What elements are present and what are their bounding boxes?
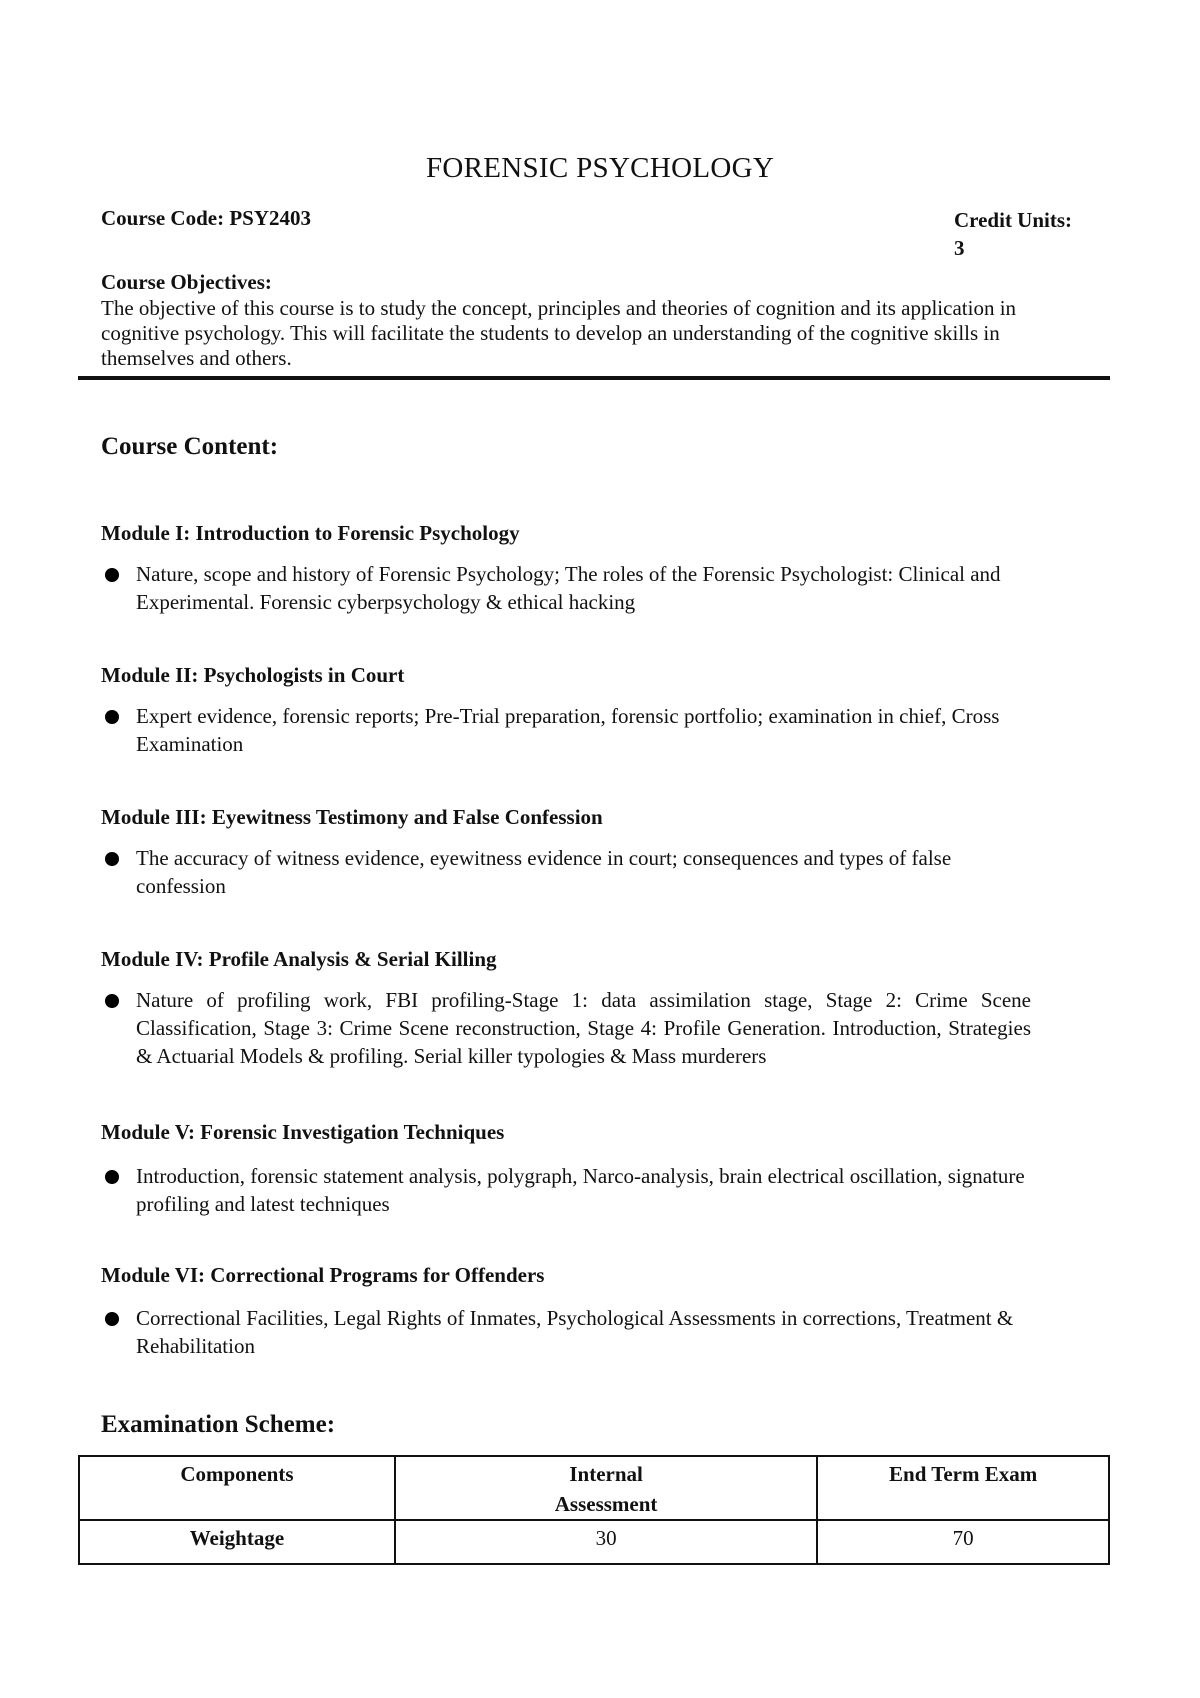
module-2-item	[101, 702, 1031, 758]
bullet-icon	[105, 994, 119, 1008]
module-2-title: Module II: Psychologists in Court	[101, 663, 405, 687]
document-title: FORENSIC PSYCHOLOGY	[425, 152, 775, 184]
module-3-text: The accuracy of witness evidence, eyewitness evidence in court; consequences and types of false confession	[136, 846, 952, 898]
bullet-icon	[105, 568, 119, 582]
module-5-text: Introduction, forensic statement analysis, polygraph, Narco-analysis, brain electrical oscillation, signature profiling and latest techniques	[136, 1164, 1025, 1216]
course-content-heading: Course Content:	[101, 433, 279, 460]
module-5-item	[101, 1162, 1031, 1218]
table-cell: 70	[817, 1520, 1109, 1564]
bullet-icon	[105, 852, 119, 866]
table-header-cell: Components	[79, 1456, 395, 1520]
credit-units-label: Credit Units:	[954, 208, 1073, 232]
module-1-title: Module I: Introduction to Forensic Psychology	[101, 521, 520, 545]
module-1-text: Nature, scope and history of Forensic Psychology; The roles of the Forensic Psychologist: Clinical and Experimental. Forensic cyberpsychology & ethical hacking	[136, 562, 1001, 614]
module-4-text: Nature of profiling work, FBI profiling-Stage 1: data assimilation stage, Stage 2: Crime Scene Classification, Stage 3: Crime Scene reconstruction, Stage 4: Profile Generation. Introduction, Strategies & Actuarial Models & profiling. Serial killer typologies & Mass murderers	[136, 988, 1031, 1068]
table-header-cell: End Term Exam	[817, 1456, 1109, 1520]
examination-table	[78, 1455, 1110, 1565]
table-header-cell: Internal Assessment	[395, 1456, 817, 1520]
table-header-row	[79, 1456, 1109, 1520]
examination-scheme-heading: Examination Scheme:	[101, 1411, 336, 1438]
section-divider	[78, 376, 1110, 380]
module-4-item	[101, 986, 1031, 1070]
bullet-icon	[105, 1170, 119, 1184]
module-2-text: Expert evidence, forensic reports; Pre-Trial preparation, forensic portfolio; examination in chief, Cross Examination	[136, 704, 1000, 756]
credit-units-value: 3	[954, 236, 965, 260]
bullet-icon	[105, 710, 119, 724]
bullet-icon	[105, 1312, 119, 1326]
module-6-text: Correctional Facilities, Legal Rights of Inmates, Psychological Assessments in corrections, Treatment & Rehabilitation	[136, 1306, 1014, 1358]
course-code: Course Code: PSY2403	[101, 206, 311, 230]
table-cell: 30	[395, 1520, 817, 1564]
module-6-title: Module VI: Correctional Programs for Offenders	[101, 1263, 545, 1287]
table-row	[79, 1520, 1109, 1564]
module-6-item	[101, 1304, 1031, 1360]
module-1-item	[101, 560, 1031, 616]
module-3-item	[101, 844, 1031, 900]
objectives-text: The objective of this course is to study the concept, principles and theories of cognition and its application in cognitive psychology. This will facilitate the students to develop an understanding of the cognitive skills in themselves and others.	[101, 296, 1017, 370]
module-4-title: Module IV: Profile Analysis & Serial Killing	[101, 947, 497, 971]
objectives-heading: Course Objectives:	[101, 270, 272, 294]
module-5-title: Module V: Forensic Investigation Techniques	[101, 1120, 505, 1144]
credit-units	[954, 206, 1072, 262]
table-cell: Weightage	[79, 1520, 395, 1564]
module-3-title: Module III: Eyewitness Testimony and False Confession	[101, 805, 603, 829]
